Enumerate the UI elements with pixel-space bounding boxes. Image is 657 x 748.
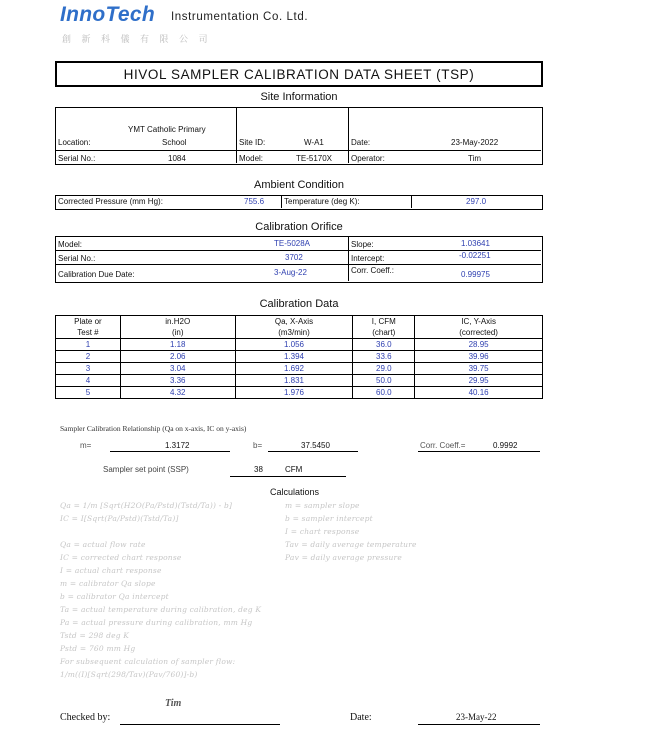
operator-label: Operator: <box>351 154 385 163</box>
table-cell: 50.0 <box>353 375 415 387</box>
table-cell: 4.32 <box>120 387 235 399</box>
calc-line: Ta = actual temperature during calibration, deg K <box>60 605 262 614</box>
m-value: 1.3172 <box>165 441 190 450</box>
setpoint-label: Sampler set point (SSP) <box>103 465 189 474</box>
table-cell: 1.692 <box>235 363 353 375</box>
model-label: Model: <box>239 154 264 163</box>
date-label: Date: <box>351 138 371 147</box>
table-cell: 3 <box>56 363 121 375</box>
table-cell: 1.831 <box>235 375 353 387</box>
divider <box>281 196 282 208</box>
calc-line: b = sampler intercept <box>285 514 373 523</box>
footer-date-label: Date: <box>350 712 372 723</box>
site-info-box <box>55 107 543 165</box>
location-value-line1: YMT Catholic Primary <box>128 125 206 134</box>
calc-line: Qa = 1/m [Sqrt(H2O(Pa/Pstd)(Tstd/Ta)) - b] <box>60 501 233 510</box>
col-header: Plate or <box>56 316 121 328</box>
table-cell: 1.18 <box>120 339 235 351</box>
orifice-serial-value: 3702 <box>285 253 303 262</box>
operator-value: Tim <box>468 154 482 163</box>
col-subheader: (in) <box>120 327 235 339</box>
caldata-heading: Calibration Data <box>259 298 339 310</box>
corr-label: Corr. Coeff.= <box>420 441 466 450</box>
temperature-value: 297.0 <box>466 197 487 206</box>
table-cell: 1.394 <box>235 351 353 363</box>
serial-label: Serial No.: <box>58 154 96 163</box>
orifice-serial-label: Serial No.: <box>58 254 96 263</box>
table-cell: 29.0 <box>353 363 415 375</box>
calc-line: IC = I[Sqrt(Pa/Pstd)(Tstd/Ta)] <box>60 514 179 523</box>
col-subheader: (chart) <box>353 327 415 339</box>
b-value: 37.5450 <box>301 441 330 450</box>
b-label: b= <box>253 441 263 450</box>
location-value-line2: School <box>162 138 187 147</box>
signature: Tim <box>165 698 182 709</box>
table-cell: 28.95 <box>415 339 543 351</box>
orifice-heading: Calibration Orifice <box>255 221 343 233</box>
page-title <box>55 61 543 87</box>
divider <box>348 237 349 281</box>
table-cell: 39.96 <box>415 351 543 363</box>
calc-line: IC = corrected chart response <box>60 553 182 562</box>
col-subheader: (corrected) <box>415 327 543 339</box>
calc-line: m = calibrator Qa slope <box>60 579 156 588</box>
col-header: in.H2O <box>120 316 235 328</box>
calc-line: Pa = actual pressure during calibration, mm Hg <box>60 618 253 627</box>
calc-line: Tstd = 298 deg K <box>60 631 130 640</box>
table-header-row <box>56 327 543 339</box>
footer-date-value: 23-May-22 <box>456 712 497 722</box>
calc-line: Pstd = 760 mm Hg <box>60 644 136 653</box>
intercept-value: -0.02251 <box>459 251 491 260</box>
table-row <box>56 339 543 351</box>
divider <box>348 108 349 163</box>
relationship-label: Sampler Calibration Relationship (Qa on x-axis, IC on y-axis) <box>60 424 247 433</box>
table-cell: 33.6 <box>353 351 415 363</box>
table-cell: 5 <box>56 387 121 399</box>
signature-line <box>120 724 280 725</box>
table-cell: 3.04 <box>120 363 235 375</box>
site-id-value: W-A1 <box>304 138 324 147</box>
ambient-heading: Ambient Condition <box>254 179 344 191</box>
calc-line: m = sampler slope <box>285 501 360 510</box>
table-row <box>56 351 543 363</box>
company-chinese-name: 創 新 科 儀 有 限 公 司 <box>62 34 212 44</box>
divider <box>236 108 237 163</box>
checked-by-label: Checked by: <box>60 712 111 723</box>
model-value: TE-5170X <box>296 154 333 163</box>
calc-line: 1/m((I)[Sqrt(298/Tav)(Pav/760)]-b) <box>60 670 198 679</box>
underline <box>268 451 358 452</box>
orifice-box <box>55 236 543 283</box>
calibration-table <box>55 315 543 399</box>
calc-line: I = actual chart response <box>60 566 162 575</box>
company-name: Instrumentation Co. Ltd. <box>171 11 309 23</box>
table-cell: 60.0 <box>353 387 415 399</box>
calc-line: b = calibrator Qa intercept <box>60 592 169 601</box>
slope-label: Slope: <box>351 240 374 249</box>
underline <box>418 451 540 452</box>
corr-coeff-label: Corr. Coeff.: <box>351 266 394 275</box>
underline <box>230 476 346 477</box>
date-line <box>418 724 540 725</box>
underline <box>110 451 230 452</box>
calc-line: Qa = actual flow rate <box>60 540 146 549</box>
calc-line: Pav = daily average pressure <box>285 553 402 562</box>
orifice-model-value: TE-5028A <box>274 239 311 248</box>
table-cell: 2.06 <box>120 351 235 363</box>
orifice-model-label: Model: <box>58 240 83 249</box>
setpoint-value: 38 <box>254 465 263 474</box>
site-info-heading: Site Information <box>260 91 338 103</box>
col-header: I, CFM <box>353 316 415 328</box>
table-cell: 2 <box>56 351 121 363</box>
col-header: Qa, X-Axis <box>235 316 353 328</box>
col-subheader: Test # <box>56 327 121 339</box>
divider <box>56 150 541 151</box>
col-subheader: (m3/min) <box>235 327 353 339</box>
corr-value: 0.9992 <box>493 441 518 450</box>
col-header: IC, Y-Axis <box>415 316 543 328</box>
site-id-label: Site ID: <box>239 138 266 147</box>
divider <box>411 196 412 208</box>
table-cell: 1 <box>56 339 121 351</box>
table-cell: 39.75 <box>415 363 543 375</box>
ambient-box <box>55 195 543 210</box>
title-text: HIVOL SAMPLER CALIBRATION DATA SHEET (TSP) <box>123 66 475 82</box>
calc-line: Tav = daily average temperature <box>285 540 417 549</box>
calc-line: For subsequent calculation of sampler flow: <box>60 657 236 666</box>
table-cell: 36.0 <box>353 339 415 351</box>
table-row <box>56 363 543 375</box>
table-cell: 3.36 <box>120 375 235 387</box>
serial-value: 1084 <box>168 154 186 163</box>
calc-line: I = chart response <box>285 527 360 536</box>
setpoint-unit: CFM <box>285 465 303 474</box>
table-row <box>56 375 543 387</box>
m-label: m= <box>80 441 92 450</box>
due-date-label: Calibration Due Date: <box>58 270 135 279</box>
slope-value: 1.03641 <box>461 239 490 248</box>
table-header-row <box>56 316 543 328</box>
location-label: Location: <box>58 138 91 147</box>
intercept-label: Intercept: <box>351 254 385 263</box>
table-cell: 40.16 <box>415 387 543 399</box>
temperature-label: Temperature (deg K): <box>284 197 360 206</box>
corr-coeff-value: 0.99975 <box>461 270 490 279</box>
table-row <box>56 387 543 399</box>
pressure-value: 755.6 <box>244 197 265 206</box>
due-date-value: 3-Aug-22 <box>274 268 307 277</box>
table-cell: 4 <box>56 375 121 387</box>
table-cell: 1.056 <box>235 339 353 351</box>
company-logo: InnoTech <box>60 3 155 26</box>
divider <box>56 264 541 265</box>
table-cell: 1.976 <box>235 387 353 399</box>
calculations-heading: Calculations <box>270 487 320 497</box>
date-value: 23-May-2022 <box>451 138 499 147</box>
pressure-label: Corrected Pressure (mm Hg): <box>58 197 163 206</box>
table-cell: 29.95 <box>415 375 543 387</box>
